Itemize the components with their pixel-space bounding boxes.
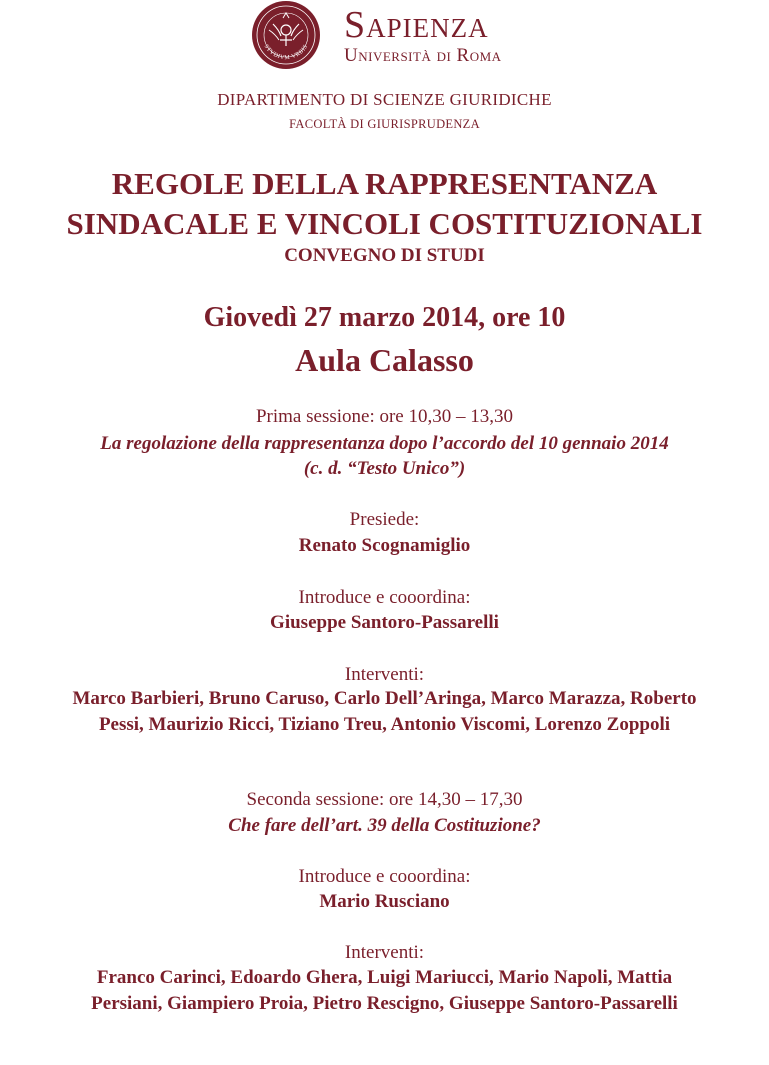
session2-speakers-line-2: Persiani, Giampiero Proia, Pietro Rescigno, Giuseppe Santoro-Passarelli (91, 993, 678, 1014)
university-name: Sapienza (344, 4, 489, 46)
session2-heading: Seconda sessione: ore 14,30 – 17,30 (246, 789, 523, 810)
session2-speakers-line-1: Franco Carinci, Edoardo Ghera, Luigi Mariucci, Mario Napoli, Mattia (96, 967, 673, 988)
session1-intro-name: Giuseppe Santoro-Passarelli (270, 612, 499, 633)
session2-intro-name: Mario Rusciano (319, 891, 450, 912)
department-name: DIPARTIMENTO DI SCIENZE GIURIDICHE (217, 90, 552, 109)
session1-heading: Prima sessione: ore 10,30 – 13,30 (255, 406, 513, 427)
event-subtitle: CONVEGNO DI STUDI (284, 245, 485, 266)
session2-intro-label: Introduce e cooordina: (298, 866, 471, 887)
session1-intro-label: Introduce e cooordina: (298, 587, 471, 608)
sapienza-seal-logo (251, 0, 321, 70)
session1-speakers-label: Interventi: (344, 664, 425, 685)
event-date: Giovedì 27 marzo 2014, ore 10 (203, 302, 566, 333)
session1-speakers-line-2: Pessi, Maurizio Ricci, Tiziano Treu, Antonio Viscomi, Lorenzo Zoppoli (98, 714, 671, 735)
university-subname: Università di Roma (344, 45, 502, 66)
session1-speakers-line-1: Marco Barbieri, Bruno Caruso, Carlo Dell’Aringa, Marco Marazza, Roberto (72, 688, 697, 709)
session2-speakers-label: Interventi: (344, 942, 425, 963)
event-title-line-1: REGOLE DELLA RAPPRESENTANZA (111, 166, 658, 201)
event-venue: Aula Calasso (295, 342, 474, 378)
session1-title-line-2: (c. d. “Testo Unico”) (303, 458, 466, 479)
session2-title: Che fare dell’art. 39 della Costituzione? (228, 815, 541, 836)
sapienza-wordmark (344, 6, 544, 65)
session1-chair-name: Renato Scognamiglio (298, 535, 471, 556)
svg-text:STVDIVM VRBIS: STVDIVM VRBIS (262, 43, 310, 62)
event-title-line-2: SINDACALE E VINCOLI COSTITUZIONALI (66, 206, 703, 241)
session1-chair-label: Presiede: (349, 509, 420, 530)
session1-title-line-1: La regolazione della rappresentanza dopo l’accordo del 10 gennaio 2014 (100, 433, 669, 454)
faculty-name: FACOLTÀ DI GIURISPRUDENZA (289, 117, 480, 131)
